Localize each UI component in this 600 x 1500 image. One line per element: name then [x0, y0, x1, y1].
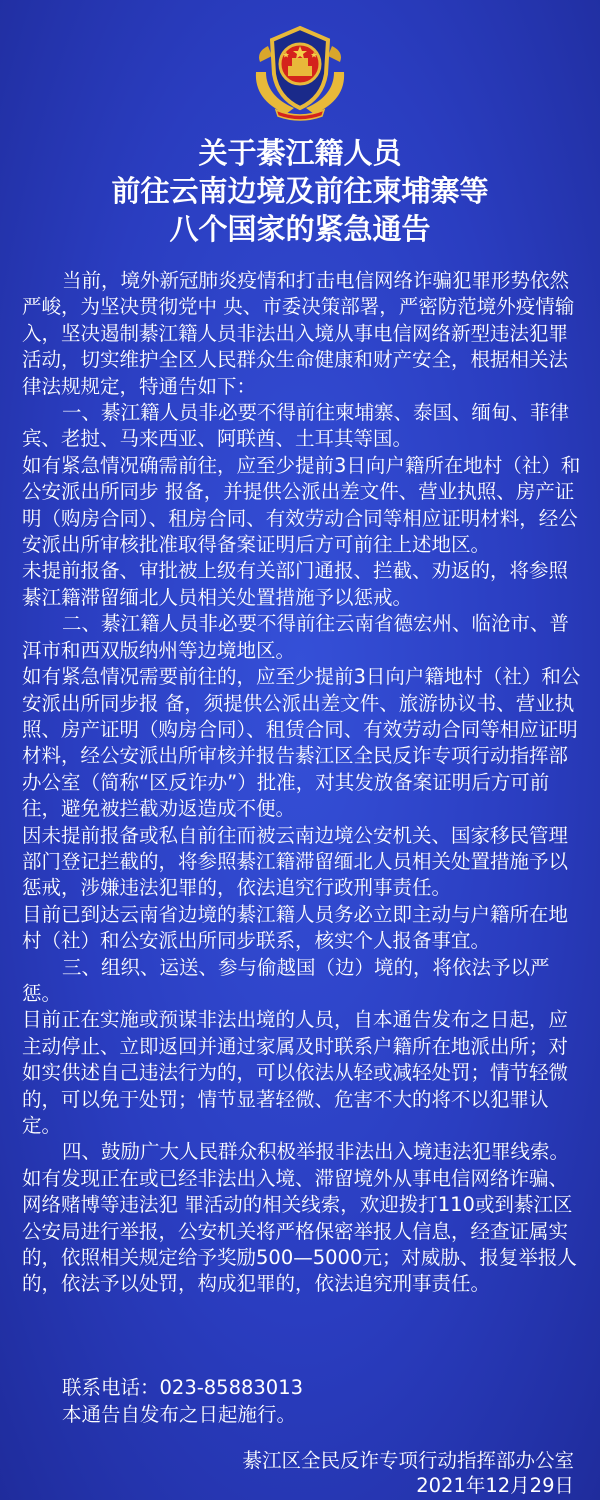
paragraph: 未提前报备、审批被上级有关部门通报、拦截、劝返的，将参照綦江籍滞留缅北人员相关处置措施予以惩戒。	[22, 559, 569, 609]
issue-date: 2021年12月29日	[416, 1474, 574, 1497]
contact-block	[62, 1374, 303, 1428]
contact-phone: 联系电话：023-85883013	[62, 1376, 304, 1399]
effective-note: 本通告自发布之日起施行。	[62, 1403, 297, 1426]
paragraph-section-1: 一、綦江籍人员非必要不得前往柬埔寨、泰国、缅甸、菲律宾、老挝、马来西亚、阿联酋、土耳其等国。	[22, 401, 569, 451]
paragraph: 如有发现正在或已经非法出入境、滞留境外从事电信网络诈骗、网络赌博等违法犯 罪活动的相关线索，欢迎拨打110或到綦江区公安局进行举报，公安机关将严格保密举报人信息，经查证属实的，依照相关规定给予奖励500—5000元；对威胁、报复举报人的，依法予以处罚，构成犯罪的，依法追究刑事责任。	[22, 1166, 577, 1296]
paragraph-section-4: 四、鼓励广大人民群众积极举报非法出入境违法犯罪线索。	[61, 1140, 569, 1164]
paragraph-section-2: 二、綦江籍人员非必要不得前往云南省德宏州、临沧市、普洱市和西双版纳州等边境地区。	[22, 612, 569, 662]
paragraph: 因未提前报备或私自前往而被云南边境公安机关、国家移民管理部门登记拦截的，将参照綦江籍滞留缅北人员相关处置措施予以惩戒，涉嫌违法犯罪的，依法追究行政刑事责任。	[22, 823, 569, 900]
paragraph: 目前正在实施或预谋非法出境的人员，自本通告发布之日起，应主动停止、立即返回并通过家属及时联系户籍所在地派出所；对如实供述自己违法行为的，可以依法从轻或减轻处罚；情节轻微的，可以免于处罚；情节显著轻微、危害不大的将不以犯罪认定。	[22, 1008, 569, 1137]
paragraph: 目前已到达云南省边境的綦江籍人员务必立即主动与户籍所在地村（社）和公安派出所同步联系，核实个人报备事宜。	[22, 902, 569, 953]
paragraph: 如有紧急情况需要前往的，应至少提前3日向户籍地村（社）和公安派出所同步报 备，须提供公派出差文件、旅游协议书、营业执照、房产证明（购房合同）、租赁合同、有效劳动合同等相应证明材料，经公安派出所审核并报告綦江区全民反诈专项行动指挥部办公室（简称“区反诈办”）批准，对其发放备案证明后方可前往，避免被拦截劝返造成不便。	[22, 665, 581, 821]
paragraph: 如有紧急情况确需前往，应至少提前3日向户籍所在地村（社）和公安派出所同步 报备，并提供公派出差文件、营业执照、房产证明（购房合同）、租房合同、有效劳动合同等相应证明材料，经公安派出所审核批准取得备案证明后方可前往上述地区。	[22, 453, 581, 557]
paragraph-intro: 当前，境外新冠肺炎疫情和打击电信网络诈骗犯罪形势依然严峻，为坚决贯彻党中 央、市委决策部署，严密防范境外疫情输入，坚决遏制綦江籍人员非法出入境从事电信网络新型违法犯罪活动，切实维护全区人民群众生命健康和财产安全，根据相关法律法规规定，特通告如下：	[22, 269, 575, 398]
signature-block	[242, 1448, 574, 1498]
title-line-1: 关于綦江籍人员	[198, 136, 402, 170]
paragraph-section-3: 三、组织、运送、参与偷越国（边）境的，将依法予以严惩。	[22, 955, 550, 1005]
police-emblem-icon	[246, 22, 354, 122]
issuing-org: 綦江区全民反诈专项行动指挥部办公室	[242, 1449, 574, 1472]
title-line-2: 前往云南边境及前往柬埔寨等	[111, 174, 489, 208]
title-line-3: 八个国家的紧急通告	[169, 212, 431, 246]
notice-body	[22, 268, 582, 1298]
notice-title	[0, 134, 600, 248]
